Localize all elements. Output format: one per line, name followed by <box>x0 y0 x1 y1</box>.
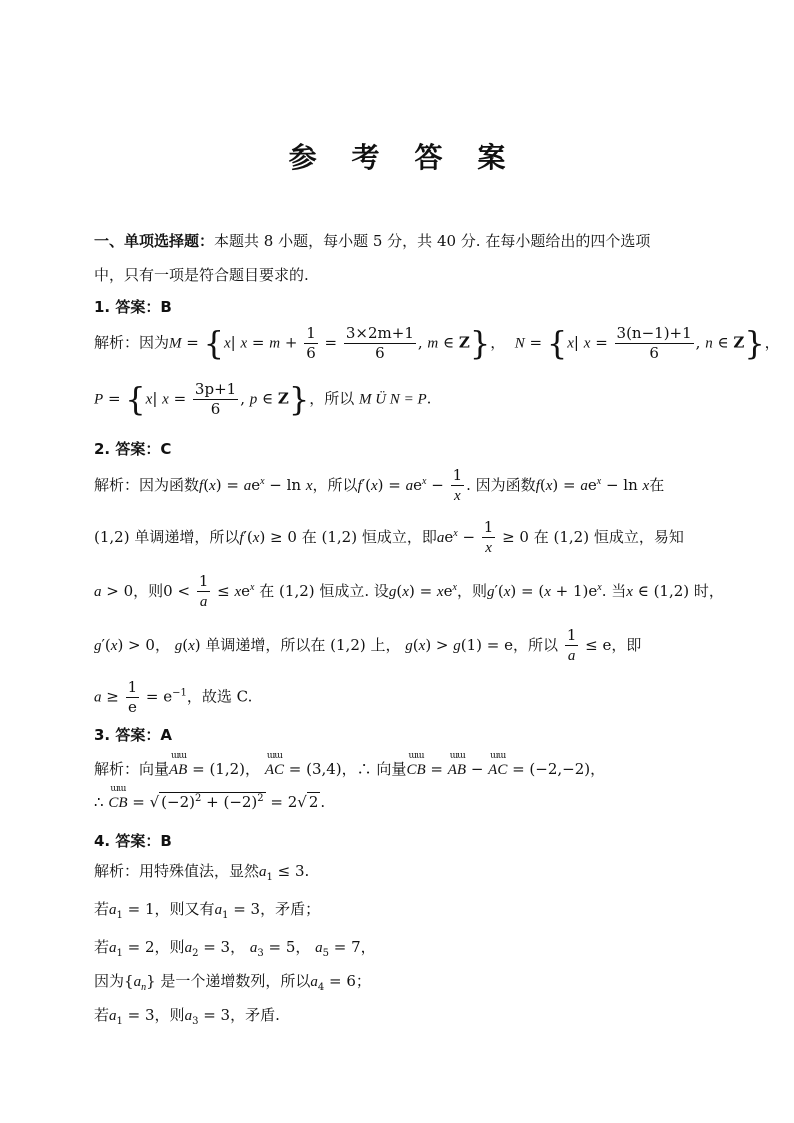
q4-line3: 若$a_1 = 2$，则$a_2 = 3$， $a_3 = 5$， $a_5 = 7$， <box>94 938 376 959</box>
fraction: $\frac{1}{a}$ <box>566 626 577 664</box>
section-1-intro: 一、单项选择题：本题共 8 小题，每小题 5 分，共 40 分. 在每小题给出的四个选项 <box>94 232 651 250</box>
q2-line3: a > 0，则0 < $\frac{1}{a}$ ≤ $xe^x$ 在 (1,2) 恒成立. 设$g(x) = xe^x$，则$g'(x) = (x + 1)e^x$. 当x ∈ (1,2) 时， <box>94 572 724 610</box>
q1-line2: P = {x| x = $\frac{3p+1}{6}$ , p ∈ Z}，所以 M Ü N = P. <box>94 380 432 419</box>
section-1-intro-cont: 中，只有一项是符合题目要求的. <box>94 266 309 284</box>
q1-line1: 解析：因为M = {x| x = m + $\frac{1}{6}$ = $\frac{3\times 2m+1}{6}$ , m ∈ Z}， N = {x| x = $\frac{3(n-1)+1}{6}$ , n ∈ Z}， <box>94 324 780 363</box>
fraction: $\frac{1}{e}$ <box>127 678 138 716</box>
fraction: $\frac{1}{6}$ <box>306 324 316 362</box>
q4-line4: 因为$\{a_n\}$ 是一个递增数列，所以$a_4 = 6$； <box>94 972 371 993</box>
q3-line2: ∴ ɯɯ CB = √ $(-2)^2 + (-2)^2 = 2√$ 2 . <box>94 792 325 812</box>
q2-line5: a ≥ $\frac{1}{e}$ = $e^{-1}$，故选 C. <box>94 678 253 716</box>
q2-answer: 2. 答案：C <box>94 440 172 458</box>
q2-line1: 解析：因为函数$f(x) = ae^x - \ln x$，所以$f'(x) = ae^x$ − $\frac{1}{x}$ . 因为函数$f(x) = ae^x - \ln x$在 <box>94 466 665 504</box>
page-title: 参 考 答 案 <box>288 141 519 174</box>
fraction: $\frac{3\times 2m+1}{6}$ <box>345 324 414 362</box>
q3-line1: 解析：向量ɯɯ AB = (1,2)， ɯɯ AC = (3,4)，∴ 向量ɯɯ CB = ɯɯ AB − ɯɯ AC = (−2,−2)， <box>94 758 605 779</box>
q4-answer: 4. 答案：B <box>94 832 172 850</box>
q3-answer: 3. 答案：A <box>94 726 172 744</box>
q4-line2: 若$a_1 = 1$，则又有$a_1 = 3$，矛盾； <box>94 900 321 921</box>
fraction: $\frac{1}{x}$ <box>452 466 463 504</box>
q2-line2: (1,2) 单调递增，所以f′(x) ≥ 0 在 (1,2) 恒成立，即$ae^x$ − $\frac{1}{x}$ ≥ 0 在 (1,2) 恒成立，易知 <box>94 518 684 556</box>
fraction: $\frac{1}{x}$ <box>483 518 494 556</box>
q1-answer: 1. 答案：B <box>94 298 172 316</box>
q4-line5: 若$a_1 = 3$，则$a_3 = 3$，矛盾. <box>94 1006 280 1027</box>
fraction: $\frac{3(n-1)+1}{6}$ <box>616 324 692 362</box>
fraction: $\frac{1}{a}$ <box>198 572 209 610</box>
fraction: $\frac{3p+1}{6}$ <box>194 380 237 418</box>
q4-line1: 解析：用特殊值法，显然$a_1 \le 3$. <box>94 862 310 883</box>
q2-line4: g′(x) > 0， g(x) 单调递增，所以在 (1,2) 上， g(x) > g(1) = e，所以 $\frac{1}{a}$ ≤ e，即 <box>94 626 642 664</box>
